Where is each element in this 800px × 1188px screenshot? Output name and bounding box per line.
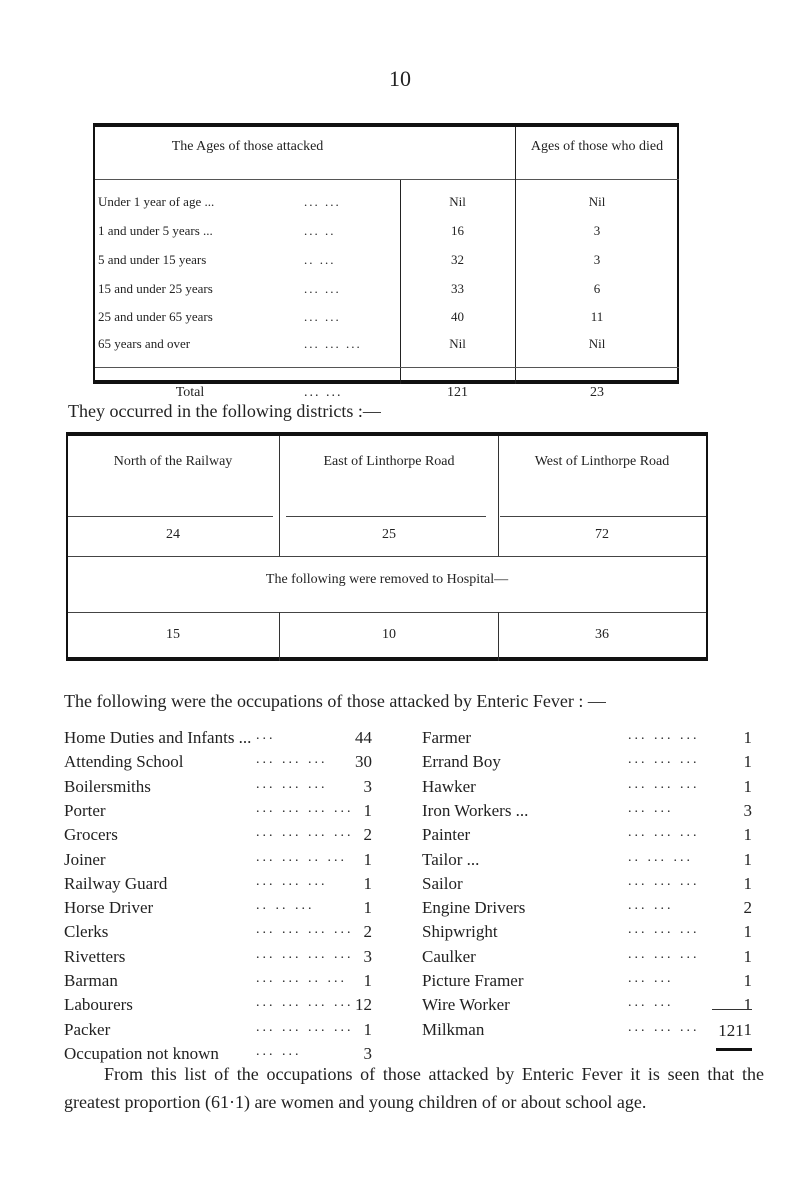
- occupation-name: Joiner: [64, 849, 106, 869]
- leader-dots: ... ... ... ...: [256, 800, 354, 816]
- occupation-name: Tailor ...: [422, 849, 480, 869]
- leader-dots: ... ...: [628, 898, 674, 914]
- leader-dots: ... ... ... ...: [256, 995, 354, 1011]
- header-north: North of the Railway: [113, 454, 233, 469]
- occupation-name: Horse Driver: [64, 898, 154, 918]
- occupation-count: 2: [363, 825, 372, 845]
- total-label: Total: [175, 385, 205, 400]
- district-count-north: 24: [166, 527, 180, 542]
- occupation-count: 3: [363, 776, 372, 796]
- occupation-row: [422, 874, 752, 898]
- occupation-name: Iron Workers ...: [422, 800, 529, 820]
- occupation-row: [64, 825, 372, 849]
- age-table: [93, 123, 679, 400]
- occupation-name: Grocers: [64, 825, 118, 845]
- districts-intro: They occurred in the following districts :—: [68, 401, 381, 421]
- leader-dots: ... ...: [628, 995, 674, 1011]
- died-count: 6: [593, 281, 601, 296]
- total-attacked: 121: [447, 385, 468, 400]
- leader-dots: .. .. ...: [256, 898, 315, 914]
- leader-dots: ... ... ...: [628, 1019, 700, 1035]
- leader-dots: ... ..: [304, 223, 336, 238]
- occupation-name: Barman: [64, 971, 118, 990]
- leader-dots: .. ... ...: [628, 849, 693, 865]
- occupation-row: [422, 1020, 752, 1044]
- occupation-row: [64, 995, 372, 1019]
- occupation-name: Porter: [64, 800, 106, 820]
- occupation-name: Sailor: [422, 873, 463, 893]
- occupation-count: 30: [355, 752, 372, 772]
- occupation-name: Packer: [64, 1019, 111, 1039]
- leader-dots: ... ... ...: [256, 752, 328, 768]
- page-number: 10: [389, 66, 411, 91]
- occupation-count: 44: [355, 728, 372, 747]
- occupation-count: 2: [743, 898, 752, 918]
- leader-dots: ... ... ...: [628, 873, 700, 889]
- occupation-count: 1: [743, 971, 752, 990]
- occupation-row: [422, 922, 752, 946]
- hospital-count-east: 10: [382, 627, 396, 642]
- occupation-row: [422, 801, 752, 825]
- leader-dots: ... ... ...: [256, 873, 328, 889]
- row-divider: [68, 612, 706, 613]
- occupation-count: 1: [363, 898, 372, 918]
- attacked-count: 16: [451, 223, 464, 238]
- occupation-count: 1: [363, 873, 372, 893]
- occupation-name: Railway Guard: [64, 873, 168, 893]
- occupation-row: [64, 874, 372, 898]
- leader-dots: ... ... .. ...: [256, 849, 347, 865]
- leader-dots: ... ...: [304, 385, 343, 400]
- district-count-west: 72: [595, 527, 609, 542]
- attacked-count: 33: [451, 281, 464, 296]
- total-rule-top: [712, 1009, 752, 1010]
- attacked-count: Nil: [449, 336, 466, 351]
- leader-dots: ... ... ...: [628, 825, 700, 841]
- header-east: East of Linthorpe Road: [323, 454, 455, 469]
- table-row: [95, 252, 679, 272]
- leader-dots: ... ... ... ...: [256, 946, 354, 962]
- occupation-count: 3: [363, 946, 372, 966]
- occupation-count: 1: [363, 1019, 372, 1039]
- occupation-count: 2: [363, 922, 372, 942]
- header-divider: [68, 516, 273, 517]
- table-row: [95, 309, 679, 329]
- attacked-count: 32: [451, 252, 464, 267]
- occupation-row: [422, 728, 752, 752]
- occupation-count: 1: [743, 873, 752, 893]
- occupation-name: Wire Worker: [422, 995, 510, 1015]
- age-group-label: 65 years and over: [98, 336, 191, 351]
- total-died: 23: [590, 385, 604, 400]
- occupation-name: Caulker: [422, 946, 476, 966]
- occupation-name: Occupation not known: [64, 1043, 219, 1063]
- leader-dots: ... ... ...: [628, 752, 700, 768]
- occupation-count: 1: [363, 849, 372, 869]
- occupation-name: Rivetters: [64, 946, 126, 966]
- hospital-count-west: 36: [595, 627, 609, 642]
- occupation-row: [422, 850, 752, 874]
- died-count: Nil: [588, 336, 606, 351]
- occupation-count: 1: [743, 922, 752, 942]
- occupation-row: [422, 898, 752, 922]
- occupation-count: 1: [743, 825, 752, 845]
- occupation-name: Attending School: [64, 752, 184, 772]
- occupation-name: Shipwright: [422, 922, 498, 942]
- leader-dots: .. ...: [304, 252, 336, 267]
- occupations-intro: The following were the occupations of those attacked by Enteric Fever : —: [64, 691, 606, 711]
- died-count: 3: [593, 252, 601, 267]
- occupation-name: Milkman: [422, 1019, 485, 1039]
- district-count-east: 25: [382, 527, 396, 542]
- table-row: [95, 223, 679, 243]
- leader-dots: ... ...: [304, 309, 341, 324]
- occupation-name: Boilersmiths: [64, 776, 151, 796]
- table-row: [95, 281, 679, 301]
- occupation-count: 3: [363, 1043, 372, 1063]
- occupation-name: Engine Drivers: [422, 898, 526, 918]
- occupation-count: 3: [743, 800, 752, 820]
- age-group-label: 5 and under 15 years: [98, 252, 207, 267]
- occupation-count: 1: [363, 971, 372, 990]
- occupation-name: Painter: [422, 825, 471, 845]
- leader-dots: ... ... ... ...: [256, 922, 354, 938]
- occupation-name: Picture Framer: [422, 971, 524, 990]
- leader-dots: ... ... .. ...: [256, 971, 347, 986]
- occupation-name: Labourers: [64, 995, 133, 1015]
- leader-dots: ...: [256, 728, 276, 743]
- occupation-name: Hawker: [422, 776, 476, 796]
- table-row: [95, 336, 679, 356]
- leader-dots: ... ...: [256, 1043, 302, 1059]
- occupation-row: [422, 947, 752, 971]
- leader-dots: ... ... ...: [628, 922, 700, 938]
- occupation-row: [64, 1020, 372, 1044]
- hospital-label: The following were removed to Hospital—: [265, 572, 509, 587]
- leader-dots: ... ... ...: [628, 946, 700, 962]
- occupation-row: [422, 825, 752, 849]
- leader-dots: ... ... ...: [628, 728, 700, 743]
- occupation-count: 1: [743, 776, 752, 796]
- leader-dots: ... ... ...: [628, 776, 700, 792]
- occupation-count: 1: [743, 995, 752, 1015]
- total-divider: [95, 367, 679, 368]
- header-ages-died: Ages of those who died: [530, 139, 664, 154]
- occupation-row: [422, 777, 752, 801]
- closing-paragraph: From this list of the occupations of those attacked by Enteric Fever it is seen that the greatest proportion (61·1) are women and young children of or about school age.: [64, 1064, 764, 1112]
- occupation-row: [64, 947, 372, 971]
- occupation-row: [422, 752, 752, 776]
- occupation-name: Home Duties and Infants ...: [64, 728, 252, 747]
- occupation-row: [64, 801, 372, 825]
- hospital-count-north: 15: [166, 627, 180, 642]
- occupation-row: [64, 728, 372, 752]
- died-count: 3: [593, 223, 601, 238]
- header-west: West of Linthorpe Road: [534, 454, 670, 469]
- occupation-row: [64, 752, 372, 776]
- occupation-count: 1: [743, 752, 752, 772]
- leader-dots: ... ...: [628, 800, 674, 816]
- leader-dots: ... ... ...: [304, 336, 362, 351]
- occupation-count: 1: [743, 849, 752, 869]
- occupation-row: [422, 995, 752, 1019]
- age-group-label: 15 and under 25 years: [98, 281, 213, 296]
- occupation-name: Farmer: [422, 728, 472, 747]
- leader-dots: ... ... ... ...: [256, 1019, 354, 1035]
- leader-dots: ... ... ...: [256, 776, 328, 792]
- header-divider: [500, 516, 706, 517]
- occupation-count: 1: [363, 800, 372, 820]
- occupation-row: [64, 971, 372, 995]
- header-divider: [95, 179, 679, 180]
- occupation-name: Errand Boy: [422, 752, 501, 772]
- leader-dots: ... ...: [304, 281, 341, 296]
- header-divider: [286, 516, 486, 517]
- occupation-row: [64, 850, 372, 874]
- age-group-label: 25 and under 65 years: [98, 309, 213, 324]
- leader-dots: ... ...: [304, 194, 341, 209]
- occupation-count: 1: [743, 1019, 752, 1039]
- died-count: Nil: [588, 194, 606, 209]
- occupation-count: 1: [743, 946, 752, 966]
- age-group-label: Under 1 year of age ...: [98, 194, 215, 209]
- table-row: [95, 194, 679, 214]
- total-rule-bottom: [716, 1048, 752, 1051]
- leader-dots: ... ... ... ...: [256, 825, 354, 841]
- occupation-row: [64, 922, 372, 946]
- district-table: [66, 432, 708, 661]
- leader-dots: ... ...: [628, 971, 674, 986]
- age-group-label: 1 and under 5 years ...: [98, 223, 213, 238]
- row-divider: [68, 556, 706, 557]
- header-ages-attacked: The Ages of those attacked: [171, 139, 324, 154]
- occupation-count: 1: [743, 728, 752, 747]
- occupation-row: [64, 777, 372, 801]
- attacked-count: 40: [451, 309, 464, 324]
- occupation-name: Clerks: [64, 922, 109, 942]
- occupation-row: [64, 898, 372, 922]
- occupation-count: 12: [355, 995, 372, 1015]
- died-count: 11: [590, 309, 604, 324]
- occupation-row: [422, 971, 752, 995]
- occupations-total: 121: [718, 1021, 744, 1040]
- attacked-count: Nil: [449, 194, 466, 209]
